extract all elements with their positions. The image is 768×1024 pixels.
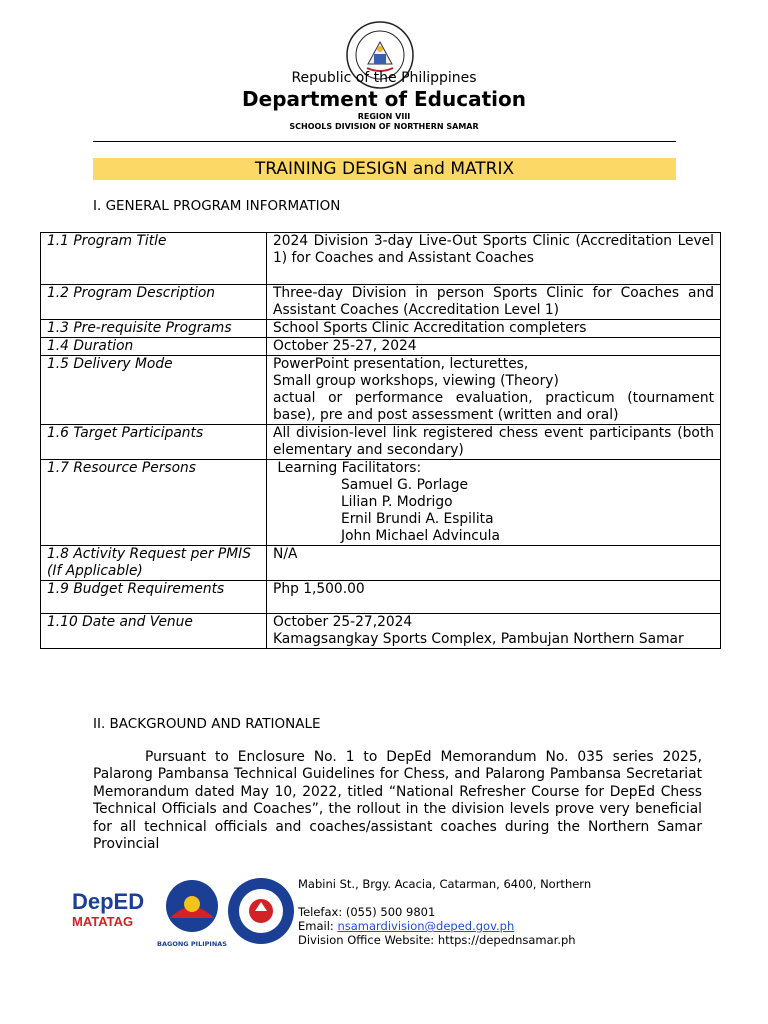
matatag-logo-text: MATATAG bbox=[72, 914, 134, 929]
row-label: 1.8 Activity Request per PMIS (If Applicable) bbox=[41, 546, 267, 581]
deped-logo-text: DepED bbox=[72, 889, 145, 914]
row-value bbox=[267, 356, 721, 425]
deped-matatag-logo bbox=[72, 876, 150, 946]
resource-person: Samuel G. Porlage bbox=[341, 477, 469, 493]
row-value: Three-day Division in person Sports Clinic for Coaches and Assistant Coaches (Accreditation Level 1) bbox=[267, 285, 721, 320]
footer-address: Mabini St., Brgy. Acacia, Catarman, 6400, Northern bbox=[298, 877, 592, 891]
department-title: Department of Education bbox=[242, 87, 526, 111]
row-label: 1.4 Duration bbox=[41, 338, 267, 356]
division-seal-icon bbox=[226, 876, 296, 946]
row-value bbox=[267, 460, 721, 546]
table-row bbox=[41, 546, 721, 581]
row-label: 1.5 Delivery Mode bbox=[41, 356, 267, 425]
footer-telefax: Telefax: (055) 500 9801 bbox=[298, 905, 436, 919]
row-value: 2024 Division 3-day Live-Out Sports Clinic (Accreditation Level 1) for Coaches and Assistant Coaches bbox=[267, 233, 721, 285]
bagong-pilipinas-logo bbox=[156, 876, 228, 948]
table-row bbox=[41, 581, 721, 614]
resource-person: Ernil Brundi A. Espilita bbox=[341, 511, 494, 527]
row-label: 1.3 Pre-requisite Programs bbox=[41, 320, 267, 338]
row-value bbox=[267, 614, 721, 649]
republic-text: Republic of the Philippines bbox=[291, 70, 477, 86]
resource-person: Lilian P. Modrigo bbox=[341, 494, 453, 510]
bagong-pilipinas-icon bbox=[156, 876, 228, 936]
deped-sdo-seal bbox=[226, 876, 296, 946]
table-row bbox=[41, 356, 721, 425]
delivery-mode-line: actual or performance evaluation, practicum (tournament base), pre and post assessment (written and oral) bbox=[273, 390, 714, 423]
rationale-text: Pursuant to Enclosure No. 1 to DepEd Memorandum No. 035 series 2025, Palarong Pambansa Technical Guidelines for Chess, and Palarong Pambansa Secretariat Memorandum dated May 10, 2022, titled “National Refresher Course for DepEd Chess Technical Officials and Coaches”, the rollout in the division levels prove very beneficial for all technical officials and coaches/assistant coaches during the Northern Samar Provincial bbox=[93, 749, 702, 853]
region-text: REGION VIII bbox=[357, 112, 411, 121]
email-label: Email: bbox=[298, 919, 338, 933]
row-label: 1.2 Program Description bbox=[41, 285, 267, 320]
document-title-banner: TRAINING DESIGN and MATRIX bbox=[93, 158, 676, 180]
table-row bbox=[41, 320, 721, 338]
table-row bbox=[41, 460, 721, 546]
table-row bbox=[41, 614, 721, 649]
table-row bbox=[41, 285, 721, 320]
email-link[interactable]: nsamardivision@deped.gov.ph bbox=[337, 919, 515, 933]
footer-website[interactable]: Division Office Website: https://depednsamar.ph bbox=[298, 933, 576, 947]
bagong-pilipinas-text: BAGONG PILIPINAS bbox=[157, 940, 227, 948]
facilitators-heading: Learning Facilitators: bbox=[273, 460, 422, 476]
row-label: 1.9 Budget Requirements bbox=[41, 581, 267, 614]
row-value: All division-level link registered chess event participants (both elementary and secondary) bbox=[267, 425, 721, 460]
section-general-info-heading: I. GENERAL PROGRAM INFORMATION bbox=[93, 198, 341, 214]
delivery-mode-line: Small group workshops, viewing (Theory) bbox=[273, 373, 559, 389]
table-row bbox=[41, 425, 721, 460]
row-label: 1.10 Date and Venue bbox=[41, 614, 267, 649]
rationale-paragraph bbox=[93, 749, 702, 853]
section-background-heading: II. BACKGROUND AND RATIONALE bbox=[93, 716, 321, 732]
row-label: 1.6 Target Participants bbox=[41, 425, 267, 460]
row-label: 1.7 Resource Persons bbox=[41, 460, 267, 546]
venue-line: Kamagsangkay Sports Complex, Pambujan Northern Samar bbox=[273, 631, 684, 647]
division-text: SCHOOLS DIVISION OF NORTHERN SAMAR bbox=[289, 122, 479, 131]
row-label: 1.1 Program Title bbox=[41, 233, 267, 285]
row-value: October 25-27, 2024 bbox=[267, 338, 721, 356]
date-line: October 25-27,2024 bbox=[273, 614, 413, 630]
row-value: N/A bbox=[267, 546, 721, 581]
resource-person: John Michael Advincula bbox=[341, 528, 500, 544]
row-value: School Sports Clinic Accreditation completers bbox=[267, 320, 721, 338]
row-value: Php 1,500.00 bbox=[267, 581, 721, 614]
footer-email-line bbox=[298, 919, 514, 933]
table-row bbox=[41, 338, 721, 356]
delivery-mode-line: PowerPoint presentation, lecturettes, bbox=[273, 356, 529, 372]
header-divider bbox=[93, 141, 676, 142]
program-info-table bbox=[40, 232, 721, 649]
table-row bbox=[41, 233, 721, 285]
